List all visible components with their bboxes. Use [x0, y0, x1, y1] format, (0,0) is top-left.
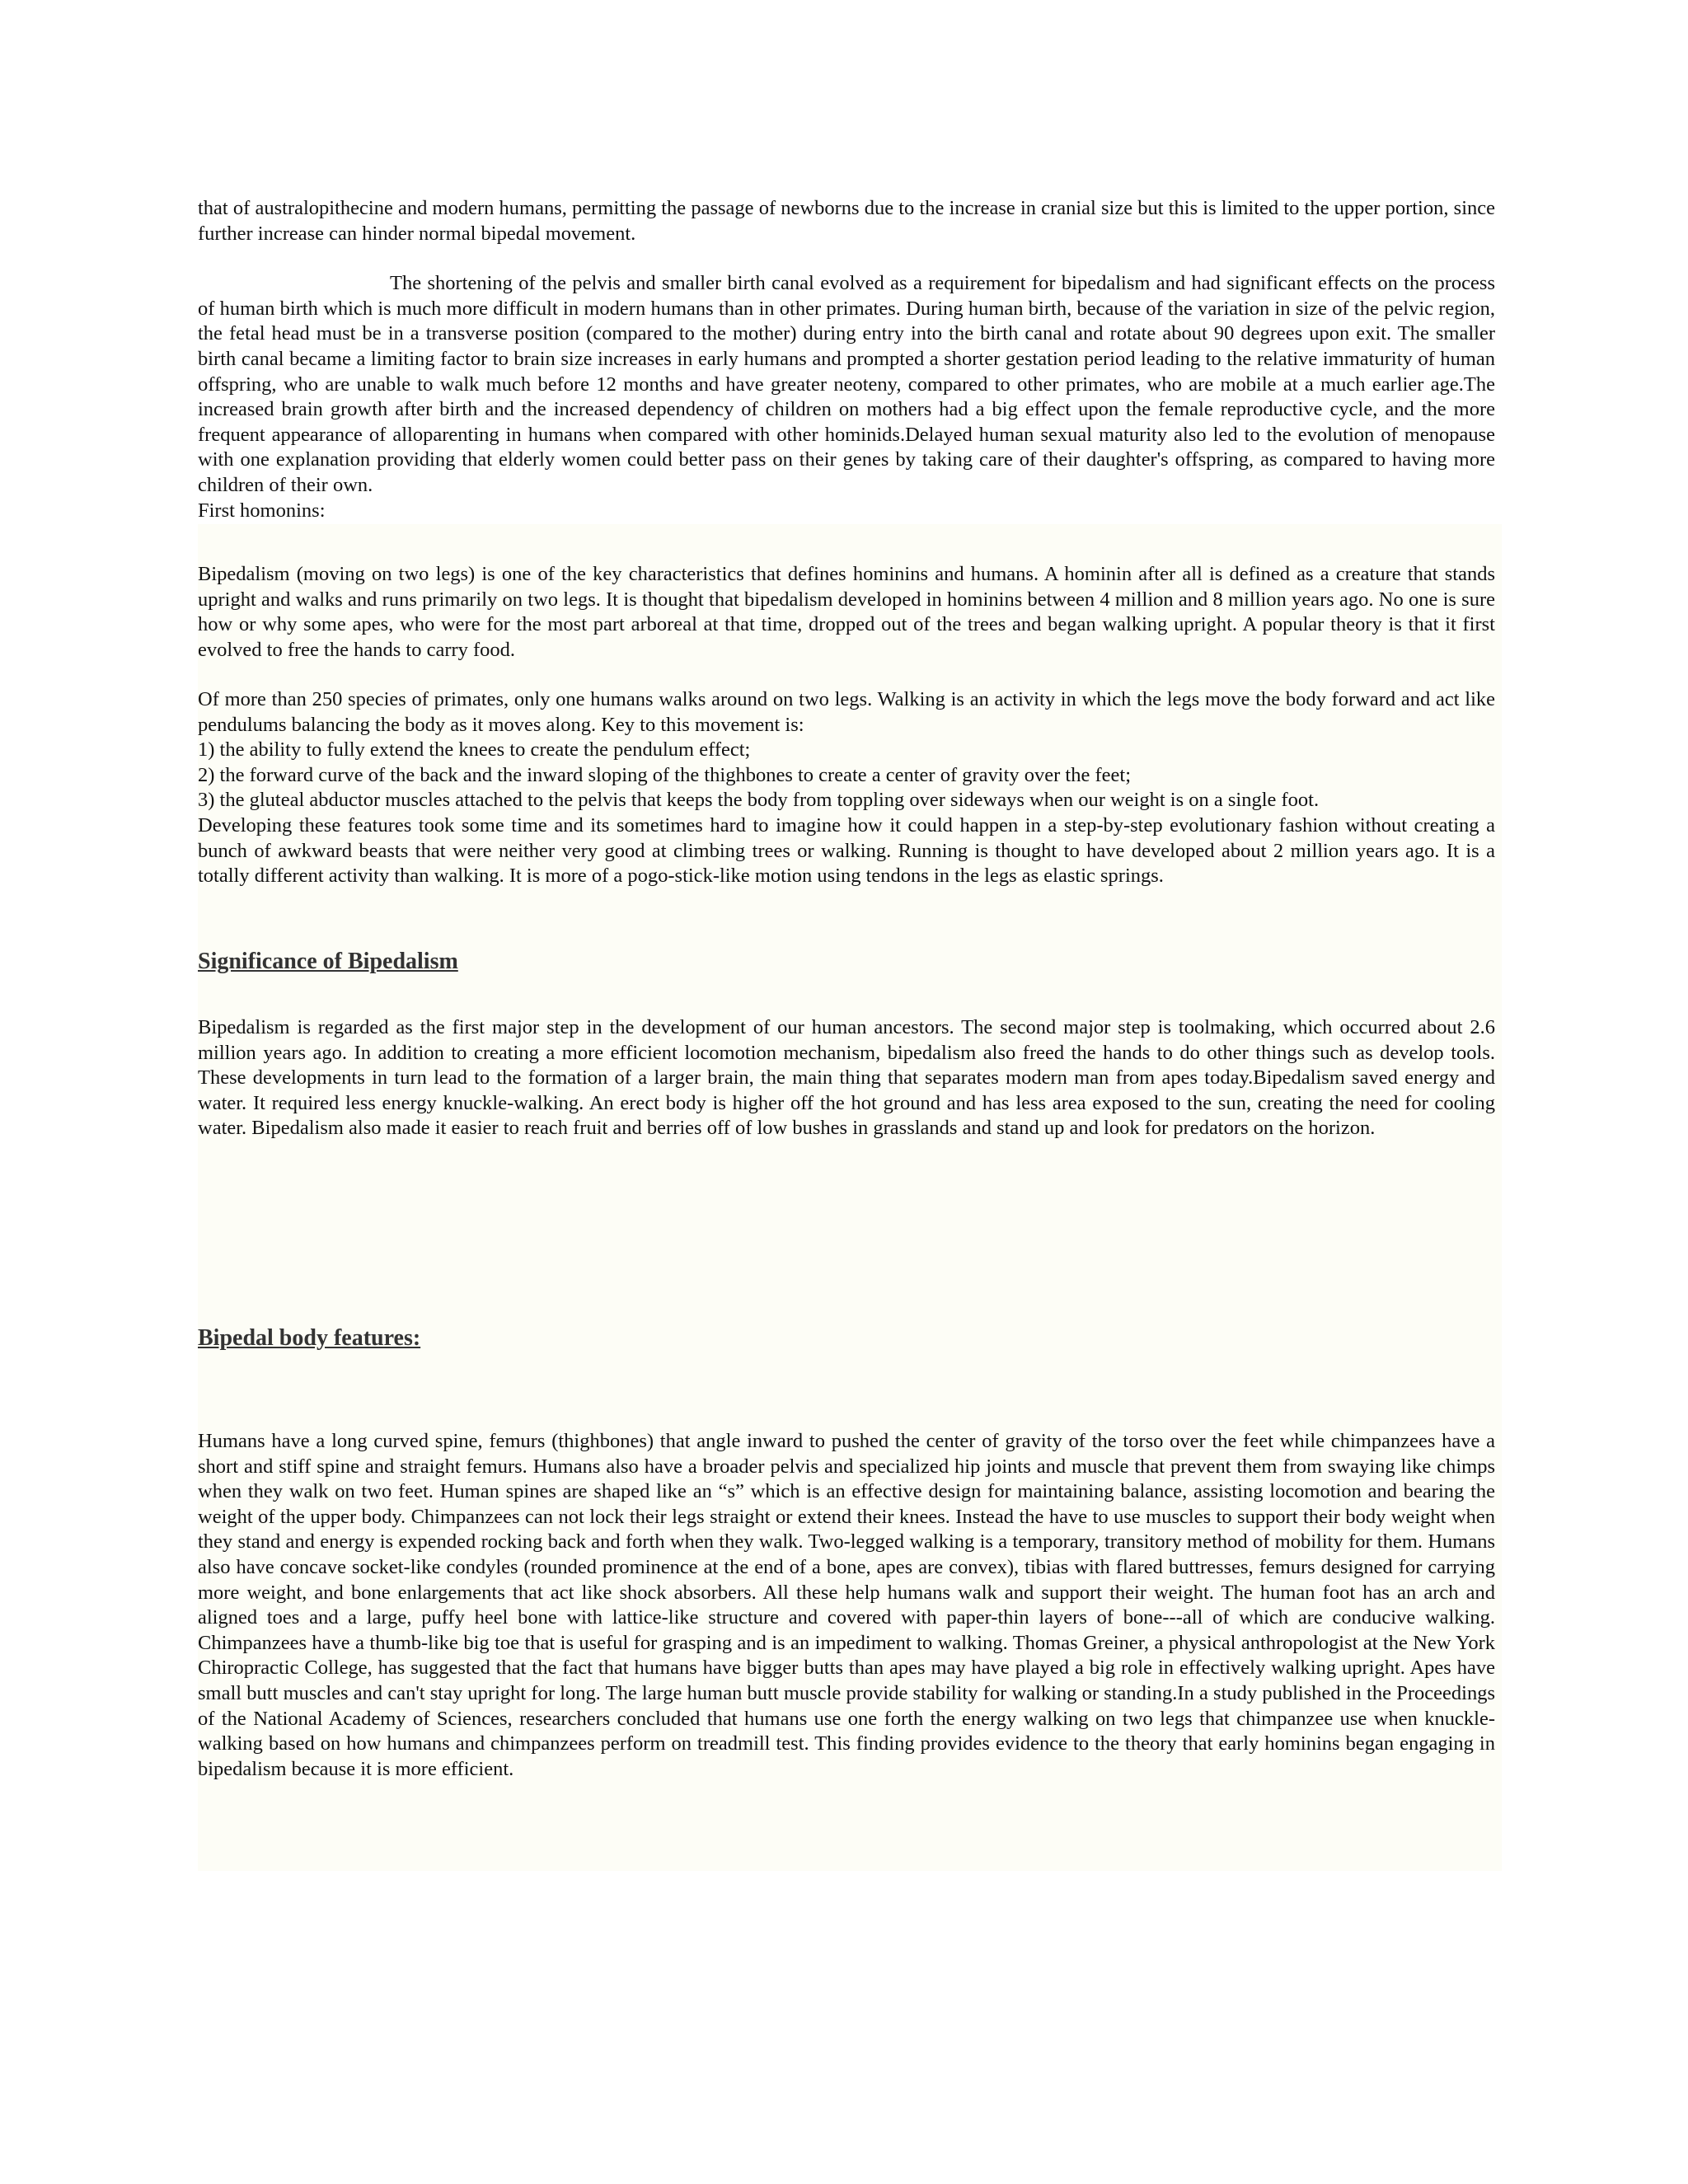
intro-text-block	[198, 196, 1495, 523]
significance-paragraph: Bipedalism is regarded as the first major step in the development of our human ancestors. The second major step is toolmaking, which occurred about 2.6 million years ago. In addition to creating a more efficient locomotion mechanism, bipedalism also freed the hands to do other things such as develop tools. These developments in turn lead to the formation of a larger brain, the main thing that separates modern man from apes today.Bipedalism saved energy and water. It required less energy knuckle-walking. An erect body is higher off the hot ground and has less area exposed to the sun, creating the need for cooling water. Bipedalism also made it easier to reach fruit and berries off of low bushes in grasslands and stand up and look for predators on the horizon.	[198, 1016, 1495, 1140]
significance-block	[198, 1015, 1495, 1141]
list-item: 2) the forward curve of the back and the inward sloping of the thighbones to create a center of gravity over the feet;	[198, 763, 1132, 786]
developing-features-paragraph: Developing these features took some time and its sometimes hard to imagine how it could happen in a step-by-step evolutionary fashion without creating a bunch of awkward beasts that were neither very good at climbing trees or walking. Running is thought to have developed about 2 million years ago. It is a totally different activity than walking. It is more of a pogo-stick-like motion using tendons in the legs as elastic springs.	[198, 813, 1495, 888]
list-item: 3) the gluteal abductor muscles attached to the pelvis that keeps the body from toppling over sideways when our weight is on a single foot.	[198, 789, 1320, 812]
bipedalism-definition-paragraph: Bipedalism (moving on two legs) is one of the key characteristics that defines hominins and humans. A hominin after all is defined as a creature that stands upright and walks and runs primarily on two legs. It is thought that bipedalism developed in hominins between 4 million and 8 million years ago. No one is sure how or why some apes, who were for the most part arboreal at that time, dropped out of the trees and began walking upright. A popular theory is that it first evolved to free the hands to carry food.	[198, 563, 1495, 661]
bipedalism-definition-block	[198, 562, 1495, 663]
birth-canal-paragraph: The shortening of the pelvis and smaller birth canal evolved as a requirement for bipedalism and had significant effects on the process of human birth which is much more difficult in modern humans than in other primates. During human birth, because of the variation in size of the pelvic region, the fetal head must be in a transverse position (compared to the mother) during entry into the birth canal and rotate about 90 degrees upon exit. The smaller birth canal became a limiting factor to brain size increases in early humans and prompted a shorter gestation period leading to the relative immaturity of human offspring, who are unable to walk much before 12 months and have greater neoteny, compared to other primates, who are mobile at a much earlier age.The increased brain growth after birth and the increased dependency of children on mothers had a big effect upon the female reproductive cycle, and the more frequent appearance of alloparenting in humans when compared with other hominids.Delayed human sexual maturity also led to the evolution of menopause with one explanation providing that elderly women could better pass on their genes by taking care of their daughter's offspring, as compared to having more children of their own.	[198, 272, 1495, 496]
body-features-paragraph: Humans have a long curved spine, femurs (thighbones) that angle inward to pushed the center of gravity of the torso over the feet while chimpanzees have a short and stiff spine and straight femurs. Humans also have a broader pelvis and specialized hip joints and muscle that prevent them from swaying like chimps when they walk on two feet. Human spines are shaped like an “s” which is an effective design for maintaining balance, assisting locomotion and bearing the weight of the upper body. Chimpanzees can not lock their legs straight or extend their knees. Instead the have to use muscles to support their body weight when they stand and energy is expended rocking back and forth when they walk. Two-legged walking is a temporary, transitory method of mobility for them. Humans also have concave socket-like condyles (rounded prominence at the end of a bone, apes are convex), tibias with flared buttresses, femurs designed for carrying more weight, and bone enlargements that act like shock absorbers. All these help humans walk and support their weight. The human foot has an arch and aligned toes and a large, puffy heel bone with lattice-like structure and covered with paper-thin layers of bone---all of which are conducive walking. Chimpanzees have a thumb-like big toe that is useful for grasping and is an impediment to walking. Thomas Greiner, a physical anthropologist at the New York Chiropractic College, has suggested that the fact that humans have bigger butts than apes may have played a big role in effectively walking upright. Apes have small butt muscles and can't stay upright for long. The large human butt muscle provide stability for walking or standing.In a study published in the Proceedings of the National Academy of Sciences, researchers concluded that humans use one forth the energy walking on two legs that chimpanzee use when knuckle-walking based on how humans and chimpanzees perform on treadmill test. This finding provides evidence to the theory that early hominins began engaging in bipedalism because it is more efficient.	[198, 1430, 1495, 1780]
body-features-block	[198, 1429, 1495, 1782]
walking-mechanics-block	[198, 687, 1495, 889]
walking-paragraph: Of more than 250 species of primates, only one humans walks around on two legs. Walking is an activity in which the legs move the body forward and act like pendulums balancing the body as it moves along. Key to this movement is:	[198, 688, 1495, 736]
first-homonins-label: First homonins:	[198, 499, 326, 522]
body-features-heading: Bipedal body features:	[198, 1325, 421, 1351]
pelvis-paragraph-continued: that of australopithecine and modern humans, permitting the passage of newborns due to the increase in cranial size but this is limited to the upper portion, since further increase can hinder normal bipedal movement.	[198, 197, 1495, 245]
list-item: 1) the ability to fully extend the knees to create the pendulum effect;	[198, 738, 751, 762]
significance-heading: Significance of Bipedalism	[198, 949, 458, 974]
